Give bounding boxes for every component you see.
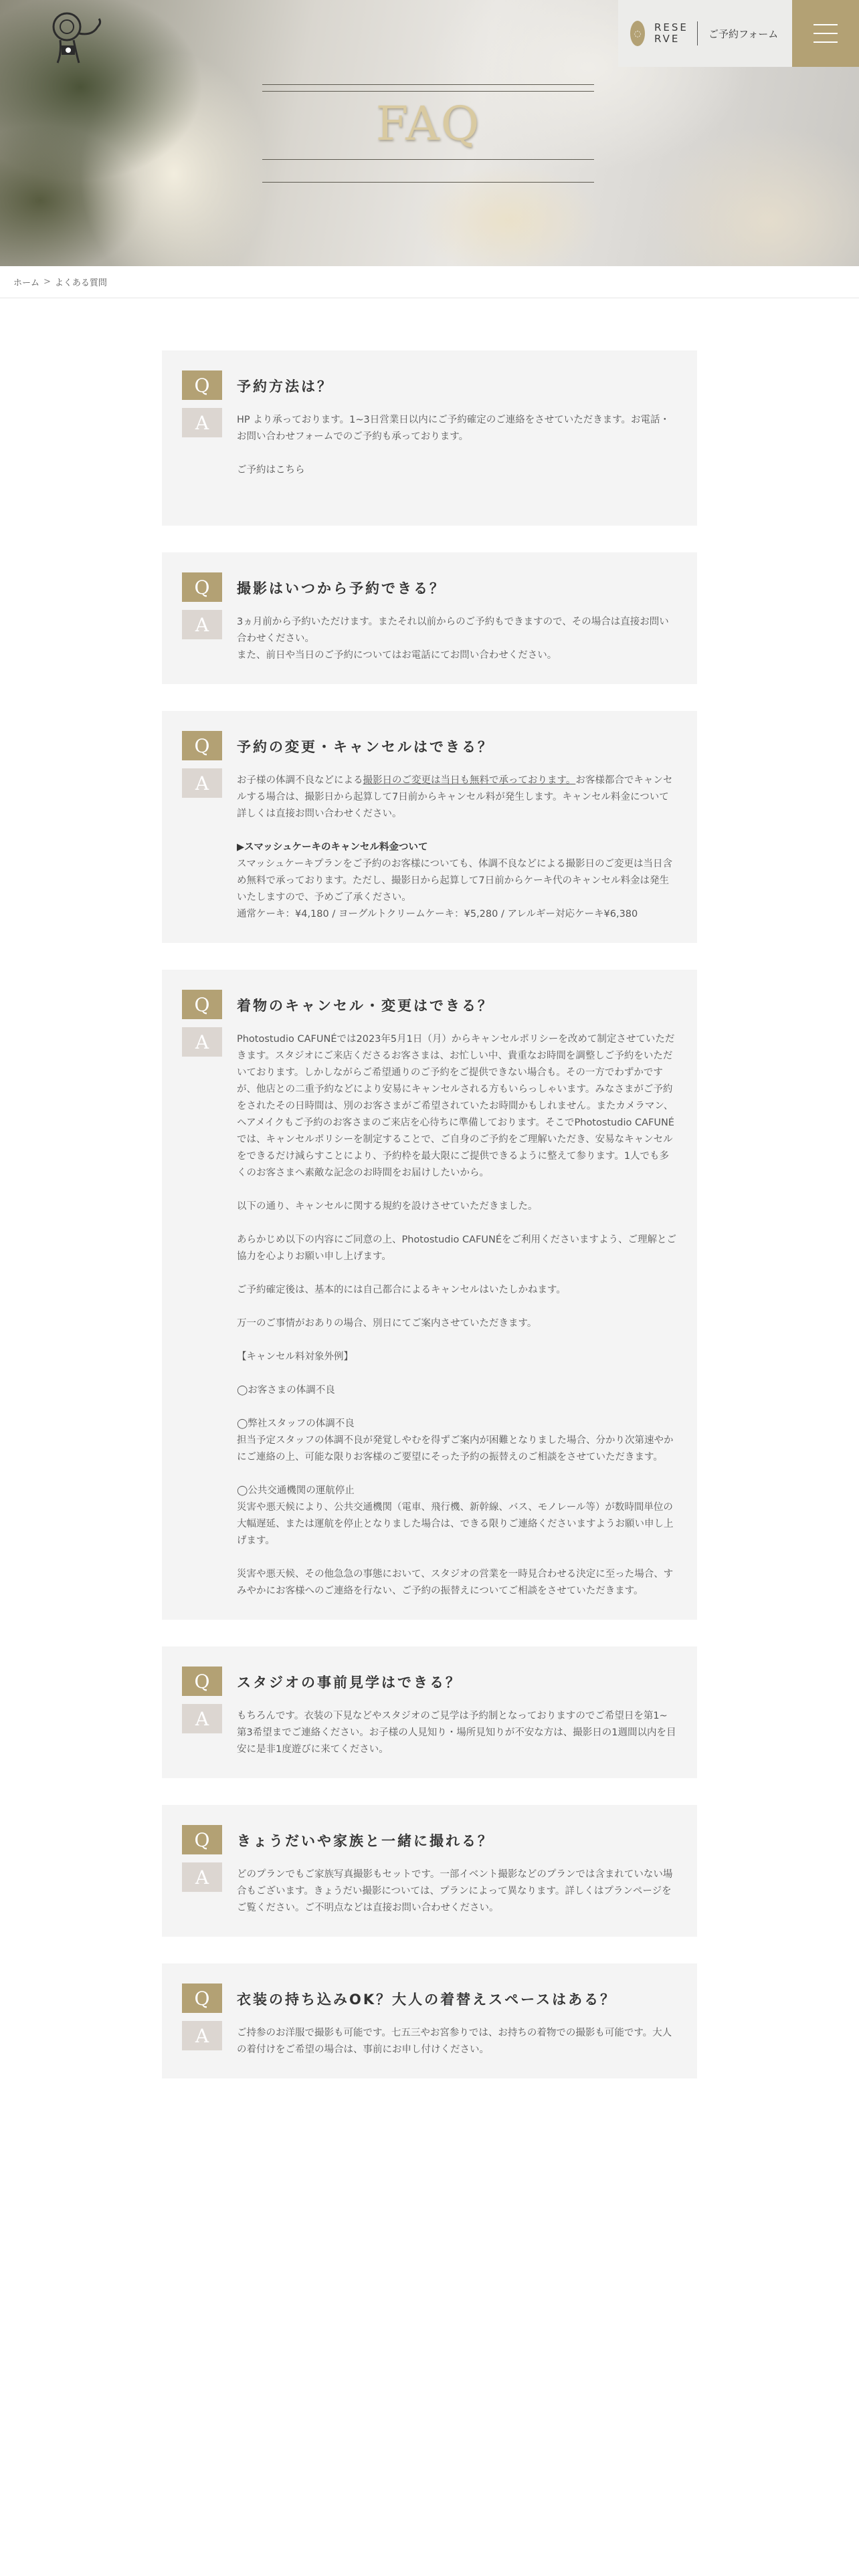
faq-answer: [237, 768, 677, 923]
reserve-button[interactable]: [618, 0, 792, 67]
answer-badge: A: [182, 408, 222, 437]
answer-badge: A: [182, 1027, 222, 1057]
answer-text: 災害や悪天候により、公共交通機関（電車、飛行機、新幹線、バス、モノレール等）が数時間単位の大幅遅延、または運航を停止となりました場合は、できる限りご連絡くださいますようお願い申し上げます。: [237, 1502, 674, 1546]
answer-badge: A: [182, 1704, 222, 1733]
answer-badge: A: [182, 1862, 222, 1892]
question-badge: Q: [182, 370, 222, 400]
answer-text: ◯お客さまの体調不良: [237, 1385, 335, 1396]
answer-text: ご持参のお洋服で撮影も可能です。七五三やお宮参りでは、お持ちの着物での撮影も可能です。大人の着付けをご希望の場合は、事前にお申し付けください。: [237, 2028, 672, 2055]
breadcrumb: [0, 266, 859, 298]
title-rule: [262, 84, 594, 85]
question-badge: Q: [182, 572, 222, 602]
question-badge: Q: [182, 990, 222, 1019]
answer-text: どのプランでもご家族写真撮影もセットです。一部イベント撮影などのプランでは含まれていない場合もございます。きょうだい撮影については、プランによって異なります。詳しくはプランページをご覧ください。ご不明点などは直接お問い合わせください。: [237, 1869, 673, 1913]
answer-text-part: お客様都合でキャンセルする場合は、撮影日から起算して7日前からキャンセル料が発生します。キャンセル料金について詳しくは直接お問い合わせください。: [237, 775, 673, 819]
answer-subheading: ▶スマッシュケーキのキャンセル料金ついて: [237, 842, 428, 853]
title-rule: [262, 182, 594, 183]
faq-item: [162, 1963, 697, 2078]
answer-text: もちろんです。衣装の下見などやスタジオのご見学は予約制となっておりますのでご希望日を第1~第3希望までご連絡ください。お子様の人見知り・場所見知りが不安な方は、撮影日の1週間以内を目安に是非1度遊びに来てください。: [237, 1711, 676, 1755]
reserve-label: RESE RVE: [654, 21, 688, 45]
cake-price-list: 通常ケーキ：¥4,180 / ヨーグルトクリームケーキ：¥5,280 / アレルギー対応ケーキ¥6,380: [237, 909, 638, 920]
faq-item: [162, 552, 697, 684]
answer-text: ◯公共交通機関の運航停止: [237, 1485, 355, 1496]
answer-text: 万一のご事情がおありの場合、別日にてご案内させていただきます。: [237, 1318, 537, 1329]
lion-mascot-icon[interactable]: [41, 7, 106, 67]
reserve-icon: ◌: [630, 21, 645, 46]
answer-badge: A: [182, 2021, 222, 2050]
faq-answer: [237, 408, 677, 479]
faq-question: きょうだいや家族と一緒に撮れる？: [237, 1833, 494, 1849]
answer-text: ご予約確定後は、基本的には自己都合によるキャンセルはいたしかねます。: [237, 1285, 566, 1295]
page-title: FAQ: [375, 96, 481, 151]
menu-button[interactable]: [792, 0, 859, 67]
answer-text: 3ヵ月前から予約いただけます。またそれ以前からのご予約もできますので、その場合は直接お問い合わせください。: [237, 617, 669, 644]
answer-badge: A: [182, 610, 222, 639]
faq-item: [162, 711, 697, 943]
faq-item: [162, 1805, 697, 1937]
answer-text: Photostudio CAFUNÉでは2023年5月1日（月）からキャンセルポリシーを改めて制定させていただきます。スタジオにご来店くださるお客さまは、お忙しい中、貴重なお時間を調整しご予約をいただいております。しかしながらご希望通りのご予約をご提供できない場合も。その一方でわずかですが、他店との二重予約などにより安易にキャンセルされる方もいらっしゃいます。みなさまがご予約をされたその日時間は、別のお客さまがご希望されていたお時間かもしれません。またカメラマン、ヘアメイクもご予約のお客さまのご来店を心待ちに準備しております。そこでPhotostudio CAFUNÉでは、キャンセルポリシーを制定することで、ご自身のご予約をご理解いただき、安易なキャンセルをできるだけ減らすことにより、予約枠を最大限にご提供できるように整えて参ります。1人でも多くのお客さまへ素敵な記念のお時間をお届けしたいから。: [237, 1034, 675, 1178]
answer-text: [237, 772, 677, 823]
faq-question: 予約方法は？: [237, 379, 333, 395]
divider: [697, 21, 698, 45]
reserve-form-link[interactable]: ご予約フォーム: [708, 27, 779, 40]
answer-text: ◯弊社スタッフの体調不良: [237, 1418, 355, 1429]
answer-text: また、前日や当日のご予約についてはお電話にてお問い合わせください。: [237, 650, 557, 661]
answer-text: スマッシュケーキプランをご予約のお客様についても、体調不良などによる撮影日のご変更は当日含め無料で承っております。ただし、撮影日から起算して7日前からケーキ代のキャンセル料金は発生いたしますので、予めご了承ください。: [237, 859, 673, 903]
answer-text-part: お子様の体調不良などによる: [237, 775, 363, 786]
faq-question: 予約の変更・キャンセルはできる？: [237, 739, 494, 755]
answer-badge: A: [182, 768, 222, 798]
breadcrumb-home-link[interactable]: ホーム: [13, 278, 40, 288]
hero-banner: [0, 0, 859, 266]
faq-answer: [237, 2021, 677, 2058]
title-rule: [262, 91, 594, 92]
question-badge: Q: [182, 1825, 222, 1854]
title-rule: [262, 159, 594, 160]
faq-question: 着物のキャンセル・変更はできる？: [237, 998, 494, 1014]
faq-item: [162, 1646, 697, 1778]
answer-text: HP より承っております。1~3日営業日以内にご予約確定のご連絡をさせていただきます。お電話・お問い合わせフォームでのご予約も承っております。: [237, 415, 670, 442]
hero-title-frame: [262, 84, 594, 183]
breadcrumb-current: よくある質問: [54, 278, 107, 288]
question-badge: Q: [182, 1983, 222, 2013]
answer-text: 【キャンセル料対象外例】: [237, 1352, 353, 1362]
question-badge: Q: [182, 1667, 222, 1696]
question-badge: Q: [182, 731, 222, 760]
faq-list: [162, 350, 697, 2105]
faq-question: スタジオの事前見学はできる？: [237, 1675, 462, 1691]
faq-question: 撮影はいつから予約できる？: [237, 580, 446, 597]
answer-text: あらかじめ以下の内容にご同意の上、Photostudio CAFUNÉをご利用くださいますよう、ご理解とご協力を心よりお願い申し上げます。: [237, 1235, 677, 1262]
answer-text: 災害や悪天候、その他急急の事態において、スタジオの営業を一時見合わせる決定に至った場合、すみやかにお客様へのご連絡を行ない、ご予約の振替えについてご相談をさせていただきます。: [237, 1569, 674, 1596]
faq-answer: [237, 1704, 677, 1758]
answer-underlined-text: 撮影日のご変更は当日も無料で承っております。: [363, 775, 576, 786]
answer-text: 以下の通り、キャンセルに関する規約を設けさせていただきました。: [237, 1201, 538, 1212]
answer-text: 担当予定スタッフの体調不良が発覚しやむを得ずご案内が困難となりました場合、分かり次第速やかにご連絡の上、可能な限りお客様のご要望にそった予約の振替えのご相談をさせていただきます。: [237, 1435, 674, 1463]
faq-answer: [237, 1862, 677, 1917]
faq-item: [162, 350, 697, 526]
faq-item: [162, 970, 697, 1620]
faq-answer: [237, 1027, 677, 1600]
faq-answer: [237, 610, 677, 664]
faq-question: 衣装の持ち込みOK？大人の着替えスペースはある？: [237, 1992, 617, 2008]
reservation-link[interactable]: ご予約はこちら: [237, 465, 305, 475]
breadcrumb-separator: >: [43, 277, 51, 287]
